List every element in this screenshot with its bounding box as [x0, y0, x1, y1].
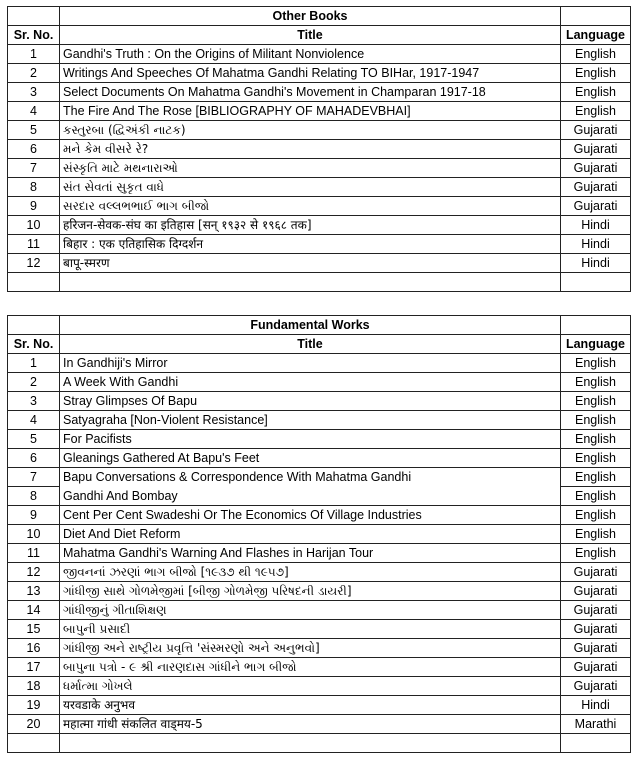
column-header-row [8, 26, 631, 45]
title-cell: કસ્તુરબા (દ્વિઅંકી નાટક) [60, 121, 561, 140]
sr-no-cell: 18 [8, 677, 60, 696]
title-cell: Stray Glimpses Of Bapu [60, 392, 561, 411]
table-row [8, 140, 631, 159]
empty-cell [561, 316, 631, 335]
empty-cell [8, 316, 60, 335]
sr-no-cell: 6 [8, 140, 60, 159]
language-cell: English [561, 102, 631, 121]
sr-no-cell: 15 [8, 620, 60, 639]
language-cell: English [561, 544, 631, 563]
title-cell: ગાંધીજીનું ગીતાશિક્ષણ [60, 601, 561, 620]
sr-no-cell: 5 [8, 430, 60, 449]
table-row [8, 677, 631, 696]
table-row [8, 487, 631, 506]
language-cell: Gujarati [561, 601, 631, 620]
language-cell: Gujarati [561, 159, 631, 178]
empty-cell [561, 273, 631, 292]
table-row [8, 601, 631, 620]
col-header-language: Language [561, 335, 631, 354]
language-cell: Gujarati [561, 178, 631, 197]
empty-row [8, 734, 631, 753]
title-cell: बापू-स्मरण [60, 254, 561, 273]
table-row [8, 715, 631, 734]
table-row [8, 235, 631, 254]
language-cell: English [561, 525, 631, 544]
empty-cell [561, 734, 631, 753]
sr-no-cell: 8 [8, 178, 60, 197]
title-cell: Bapu Conversations & Correspondence With Mahatma Gandhi [60, 468, 561, 487]
title-cell: Diet And Diet Reform [60, 525, 561, 544]
title-cell: Writings And Speeches Of Mahatma Gandhi Relating TO BIHar, 1917-1947 [60, 64, 561, 83]
sr-no-cell: 11 [8, 544, 60, 563]
table-row [8, 563, 631, 582]
title-cell: મને કેમ વીસરે રે? [60, 140, 561, 159]
table-row [8, 159, 631, 178]
title-cell: The Fire And The Rose [BIBLIOGRAPHY OF MAHADEVBHAI] [60, 102, 561, 121]
table-row [8, 620, 631, 639]
title-cell: સંત સેવતાં સુકૃત વાધે [60, 178, 561, 197]
language-cell: Gujarati [561, 658, 631, 677]
title-cell: સંસ્કૃતિ માટે મથનારાઓ [60, 159, 561, 178]
empty-cell [561, 7, 631, 26]
title-cell: સરદાર વલ્લભભાઈ ભાગ બીજો [60, 197, 561, 216]
title-cell: ગાંધીજી અને રાષ્ટ્રીય પ્રવૃત્તિ 'સંસ્મરણો અને અનુભવો] [60, 639, 561, 658]
language-cell: Hindi [561, 254, 631, 273]
table-row [8, 506, 631, 525]
title-cell: Gandhi's Truth : On the Origins of Militant Nonviolence [60, 45, 561, 64]
title-cell: Select Documents On Mahatma Gandhi's Movement in Champaran 1917-18 [60, 83, 561, 102]
title-cell: In Gandhiji's Mirror [60, 354, 561, 373]
table-row [8, 354, 631, 373]
language-cell: Hindi [561, 235, 631, 254]
sr-no-cell: 7 [8, 468, 60, 487]
title-cell: ધર્માત્મા ગોખલે [60, 677, 561, 696]
table-row [8, 449, 631, 468]
sr-no-cell: 9 [8, 197, 60, 216]
sr-no-cell: 14 [8, 601, 60, 620]
table-row [8, 544, 631, 563]
language-cell: Marathi [561, 715, 631, 734]
col-header-sr-no: Sr. No. [8, 335, 60, 354]
title-cell: Gandhi And Bombay [60, 487, 561, 506]
empty-cell [60, 273, 561, 292]
empty-cell [60, 734, 561, 753]
title-cell: ગાંધીજી સાથે ગોળમેજીમાં [બીજી ગોળમેજી પરિષદની ડાયરી] [60, 582, 561, 601]
table-row [8, 45, 631, 64]
language-cell: English [561, 506, 631, 525]
language-cell: English [561, 468, 631, 487]
language-cell: Gujarati [561, 197, 631, 216]
title-cell: बिहार : एक एतिहासिक दिग्दर्शन [60, 235, 561, 254]
table-row [8, 373, 631, 392]
sr-no-cell: 4 [8, 411, 60, 430]
sr-no-cell: 16 [8, 639, 60, 658]
sr-no-cell: 2 [8, 373, 60, 392]
sr-no-cell: 2 [8, 64, 60, 83]
section-heading-row [8, 316, 631, 335]
sr-no-cell: 3 [8, 392, 60, 411]
title-cell: हरिजन-सेवक-संघ का इतिहास [सन् १९३२ से १९६८ तक] [60, 216, 561, 235]
column-header-row [8, 335, 631, 354]
title-cell: Satyagraha [Non-Violent Resistance] [60, 411, 561, 430]
sr-no-cell: 19 [8, 696, 60, 715]
title-cell: Gleanings Gathered At Bapu's Feet [60, 449, 561, 468]
language-cell: English [561, 487, 631, 506]
language-cell: Gujarati [561, 140, 631, 159]
sr-no-cell: 10 [8, 216, 60, 235]
table-row [8, 468, 631, 487]
title-cell: Cent Per Cent Swadeshi Or The Economics Of Village Industries [60, 506, 561, 525]
empty-cell [8, 7, 60, 26]
section-title: Fundamental Works [60, 316, 561, 335]
empty-cell [8, 734, 60, 753]
table-row [8, 430, 631, 449]
language-cell: English [561, 373, 631, 392]
language-cell: English [561, 45, 631, 64]
sr-no-cell: 20 [8, 715, 60, 734]
empty-row [8, 273, 631, 292]
title-cell: यरवडाके अनुभव [60, 696, 561, 715]
sr-no-cell: 13 [8, 582, 60, 601]
col-header-title: Title [60, 26, 561, 45]
table-row [8, 197, 631, 216]
language-cell: Gujarati [561, 620, 631, 639]
language-cell: Gujarati [561, 639, 631, 658]
title-cell: A Week With Gandhi [60, 373, 561, 392]
sr-no-cell: 4 [8, 102, 60, 121]
language-cell: English [561, 449, 631, 468]
sr-no-cell: 11 [8, 235, 60, 254]
title-cell: જીવનનાં ઝરણાં ભાગ બીજો [૧૯૩૭ થી ૧૯૫૭] [60, 563, 561, 582]
fundamental-works-table [7, 315, 631, 753]
language-cell: English [561, 83, 631, 102]
table-row [8, 658, 631, 677]
table-row [8, 254, 631, 273]
sr-no-cell: 17 [8, 658, 60, 677]
section-title: Other Books [60, 7, 561, 26]
table-row [8, 178, 631, 197]
title-cell: બાપુની પ્રસાદી [60, 620, 561, 639]
sr-no-cell: 9 [8, 506, 60, 525]
table-row [8, 102, 631, 121]
sr-no-cell: 7 [8, 159, 60, 178]
table-row [8, 392, 631, 411]
fundamental-works-body [8, 316, 631, 753]
language-cell: Gujarati [561, 582, 631, 601]
table-row [8, 216, 631, 235]
sr-no-cell: 1 [8, 45, 60, 64]
sr-no-cell: 12 [8, 254, 60, 273]
table-row [8, 64, 631, 83]
table-row [8, 696, 631, 715]
sr-no-cell: 12 [8, 563, 60, 582]
col-header-sr-no: Sr. No. [8, 26, 60, 45]
table-row [8, 525, 631, 544]
other-books-table [7, 6, 631, 292]
sr-no-cell: 6 [8, 449, 60, 468]
language-cell: Gujarati [561, 563, 631, 582]
table-row [8, 121, 631, 140]
sr-no-cell: 8 [8, 487, 60, 506]
section-heading-row [8, 7, 631, 26]
table-row [8, 83, 631, 102]
title-cell: Mahatma Gandhi's Warning And Flashes in Harijan Tour [60, 544, 561, 563]
language-cell: English [561, 411, 631, 430]
sr-no-cell: 3 [8, 83, 60, 102]
table-row [8, 411, 631, 430]
title-cell: महात्मा गांधी संकलित वाड्मय-5 [60, 715, 561, 734]
language-cell: Gujarati [561, 677, 631, 696]
sr-no-cell: 1 [8, 354, 60, 373]
language-cell: Gujarati [561, 121, 631, 140]
language-cell: Hindi [561, 696, 631, 715]
title-cell: For Pacifists [60, 430, 561, 449]
language-cell: Hindi [561, 216, 631, 235]
table-row [8, 582, 631, 601]
sr-no-cell: 10 [8, 525, 60, 544]
col-header-language: Language [561, 26, 631, 45]
language-cell: English [561, 430, 631, 449]
other-books-body [8, 7, 631, 292]
language-cell: English [561, 392, 631, 411]
title-cell: બાપુના પત્રો - ૯ શ્રી નારણદાસ ગાંધીને ભાગ બીજો [60, 658, 561, 677]
table-row [8, 639, 631, 658]
col-header-title: Title [60, 335, 561, 354]
language-cell: English [561, 64, 631, 83]
empty-cell [8, 273, 60, 292]
sr-no-cell: 5 [8, 121, 60, 140]
language-cell: English [561, 354, 631, 373]
